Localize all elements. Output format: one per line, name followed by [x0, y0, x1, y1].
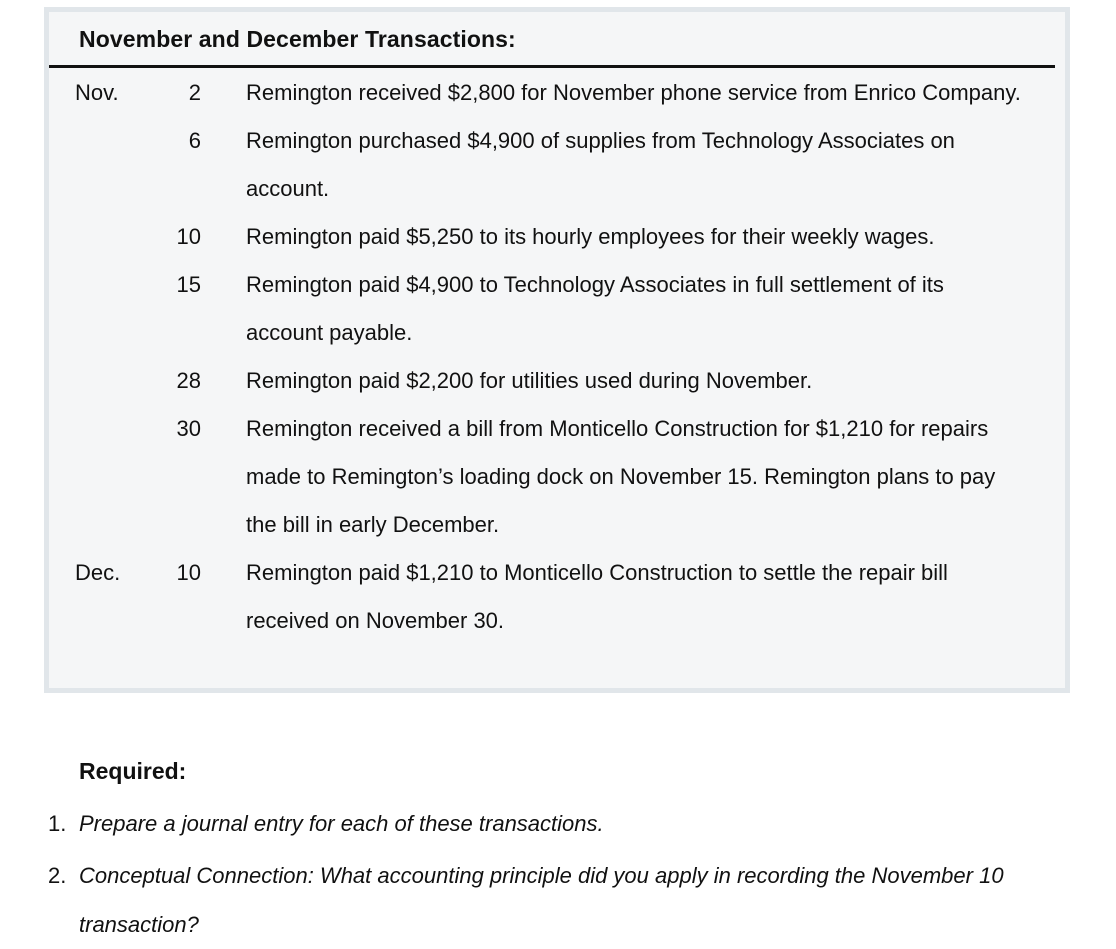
transactions-panel	[44, 7, 1070, 693]
transactions-table	[49, 69, 1065, 645]
transaction-row	[49, 549, 1065, 645]
transaction-month	[49, 261, 139, 309]
transaction-month	[49, 213, 139, 261]
transaction-row	[49, 357, 1065, 405]
transaction-day: 30	[176, 416, 201, 441]
transaction-description: Remington purchased $4,900 of supplies from Technology Associates on account.	[246, 128, 955, 201]
transaction-day: 15	[176, 272, 201, 297]
transaction-month: Dec.	[75, 560, 121, 585]
transaction-row	[49, 261, 1065, 357]
transaction-day: 2	[188, 80, 201, 105]
title-divider	[49, 65, 1055, 68]
required-item-text: Conceptual Connection: What accounting principle did you apply in recording the November 10 transaction?	[79, 863, 1004, 937]
required-item-text: Prepare a journal entry for each of these transactions.	[79, 811, 604, 836]
required-heading: Required:	[79, 758, 187, 784]
transaction-row	[49, 213, 1065, 261]
transactions-panel-inner	[49, 12, 1065, 688]
transaction-description: Remington paid $5,250 to its hourly employees for their weekly wages.	[246, 224, 935, 249]
transaction-day: 6	[188, 128, 201, 153]
transaction-day: 10	[176, 560, 201, 585]
transaction-description: Remington received $2,800 for November phone service from Enrico Company.	[246, 80, 1021, 105]
transaction-description: Remington paid $4,900 to Technology Associates in full settlement of its account payable.	[246, 272, 944, 345]
transaction-day: 10	[176, 224, 201, 249]
transaction-month	[49, 357, 139, 405]
transaction-row	[49, 405, 1065, 549]
transaction-description: Remington paid $1,210 to Monticello Construction to settle the repair bill received on November 30.	[246, 560, 948, 633]
transaction-month	[49, 117, 139, 165]
required-item-number: 1.	[48, 811, 67, 836]
transaction-month	[49, 405, 139, 453]
transaction-month: Nov.	[75, 80, 119, 105]
required-item	[48, 799, 1108, 848]
transaction-row	[49, 69, 1065, 117]
required-item-number: 2.	[48, 863, 67, 888]
transaction-day: 28	[176, 368, 201, 393]
transaction-description: Remington received a bill from Monticello Construction for $1,210 for repairs made to Remington’s loading dock on November 15. Remington plans to pay the bill in early December.	[246, 416, 996, 537]
transactions-title: November and December Transactions:	[79, 26, 516, 52]
transaction-description: Remington paid $2,200 for utilities used during November.	[246, 368, 813, 393]
transaction-row	[49, 117, 1065, 213]
required-item	[48, 851, 1108, 949]
required-list	[48, 799, 1108, 949]
